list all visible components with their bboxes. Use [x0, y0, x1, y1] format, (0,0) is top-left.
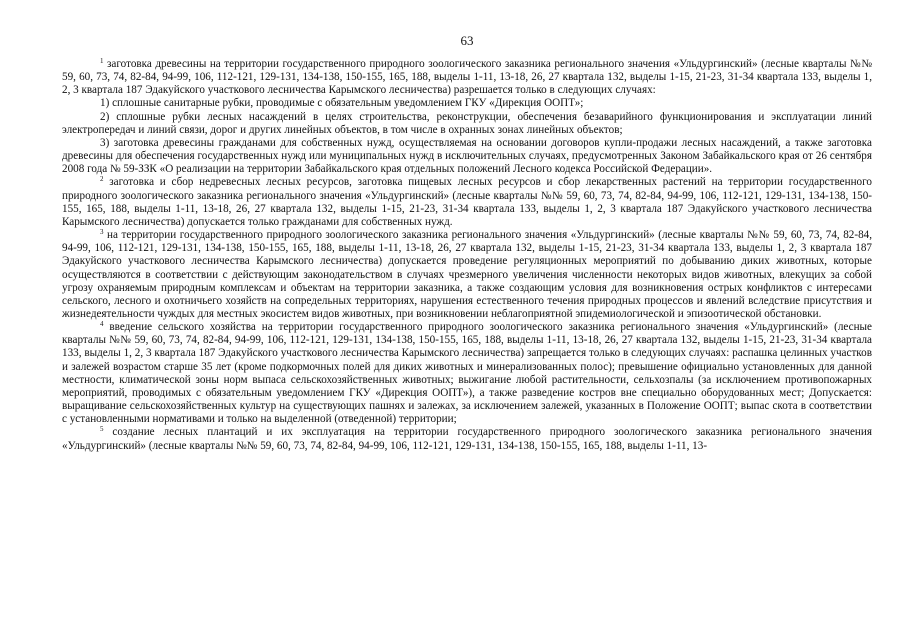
footnote-1-item-1: 1) сплошные санитарные рубки, проводимые с обязательным уведомлением ГКУ «Дирекция ООПТ»; — [100, 97, 584, 110]
footnote-2 — [62, 176, 872, 229]
footnote-mark: 4 — [100, 320, 104, 329]
footnote-1-item-3: 3) заготовка древесины гражданами для собственных нужд, осуществляемая на основании договоров купли-продажи лесных насаждений, а также заготовка древесины для обеспечения государственных нужд или муниципальных нужд в исключительных случаях, предусмотренных Законом Забайкальского края от 26 сентября 2008 года № 59-ЗЗК «О реализации на территории Забайкальского края отдельных положений Лесного кодекса Российской Федерации». — [62, 136, 872, 176]
footnote-mark: 2 — [100, 175, 104, 184]
footnote-3 — [62, 229, 872, 321]
footnote-1 — [62, 58, 872, 97]
footnote-mark: 1 — [100, 57, 104, 65]
footnote-4 — [62, 321, 872, 426]
footnote-text: заготовка древесины на территории государственного природного зоологического заказника регионального значения «Ульдургинский» (лесные кварталы №№ 59, 60, 73, 74, 82-84, 94-99, 106, 112-121, 129-131, 134-138, 150-155, 165, 188, выделы 1-11, 13-18, 26, 27 квартала 132, выделы 1-15, 21-23, 31-34 квартала 133, выделы 1, 2, 3 квартала 187 Эдакуйского участкового лесничества Карымского лесничества) разрешается только в следующих случаях: — [62, 58, 872, 97]
footnote-text: введение сельского хозяйства на территории государственного природного зоологического заказника регионального значения «Ульдургинский» (лесные кварталы №№ 59, 60, 73, 74, 82-84, 94-99, 106, 112-121, 129-131, 134-138, 150-155, 165, 188, выделы 1-11, 13-18, 26, 27 квартала 132, выделы 1-15, 21-23, 31-34 квартала 133, выделы 1, 2, 3 квартала 187 Эдакуйского участкового лесничества Карымского лесничества) запрещается только в следующих случаях: распашка целинных участков и залежей возрастом старше 35 лет (кроме подкормочных полей для диких животных и минерализованных полос); превышение официально установленных для данной местности, климатической зоны норм выпаса сельскохозяйственных животных; выжигание любой растительности, сельхозпалы (за исключением противопожарных мероприятий, проводимых с обязательным уведомлением ГКУ «Дирекция ООПТ»), а также разведение костров вне специально оборудованных мест; Допускается: выращивание сельскохозяйственных культур на существующих пашнях и залежах, за исключением залежей, указанных в Положение ООПТ; выпас скота в соответствии с установленными нормативами и только на выделенной (отведенной) территории; — [62, 321, 872, 426]
document-page — [62, 34, 872, 453]
footnote-text: создание лесных плантаций и их эксплуатация на территории государственного природного зоологического заказника регионального значения «Ульдургинский» (лесные кварталы №№ 59, 60, 73, 74, 82-84, 94-99, 106, 112-121, 129-131, 134-138, 150-155, 165, 188, выделы 1-11, 13- — [62, 426, 872, 452]
footnote-text: заготовка и сбор недревесных лесных ресурсов, заготовка пищевых лесных ресурсов и сбор лекарственных растений на территории государственного природного зоологического заказника регионального значения «Ульдургинский» (лесные кварталы №№ 59, 60, 73, 74, 82-84, 94-99, 106, 112-121, 129-131, 134-138, 150-155, 165, 188, выделы 1-11, 13-18, 26, 27 квартала 132, выделы 1-15, 21-23, 31-34 квартала 133, выделы 1, 2, 3 квартала 187 Эдакуйского участкового лесничества Карымского лесничества) допускается только гражданами для собственных нужд. — [62, 176, 872, 228]
footnote-mark: 3 — [100, 228, 104, 237]
footnote-text: на территории государственного природного зоологического заказника регионального значения «Ульдургинский» (лесные кварталы №№ 59, 60, 73, 74, 82-84, 94-99, 106, 112-121, 129-131, 134-138, 150-155, 165, 188, выделы 1-11, 13-18, 26, 27 квартала 132, выделы 1-15, 21-23, 31-34 квартала 133, выделы 1, 2, 3 квартала 187 Эдакуйского участкового лесничества Карымского лесничества) допускается проведение регуляционных мероприятий по добыванию диких животных, которые осуществляются в соответствии с действующим законодательством в случаях чрезмерного увеличения численности некоторых видов животных, влекущих за собой угрозу охраняемым природным комплексам и объектам на территории заказника, а также создающим условия для возникновения острых конфликтов с интересами сельского, лесного и охотничьего хозяйств на сопредельных территориях, нарушения естественного течения природных процессов и явлений вследствие присутствия и жизнедеятельности чуждых для местных экосистем видов животных, при возникновении неблагоприятной эпидемиологической и эпизоотической обстановки. — [62, 229, 872, 320]
footnote-5 — [62, 426, 872, 452]
footnote-mark: 5 — [100, 425, 104, 434]
footnote-1-item-2: 2) сплошные рубки лесных насаждений в целях строительства, реконструкции, обеспечения безаварийного функционирования и эксплуатации линий электропередач и линий связи, дорог и других линейных объектов, в том числе в охранных зонах линейных объектов; — [62, 110, 872, 136]
page-number: 63 — [460, 33, 474, 48]
